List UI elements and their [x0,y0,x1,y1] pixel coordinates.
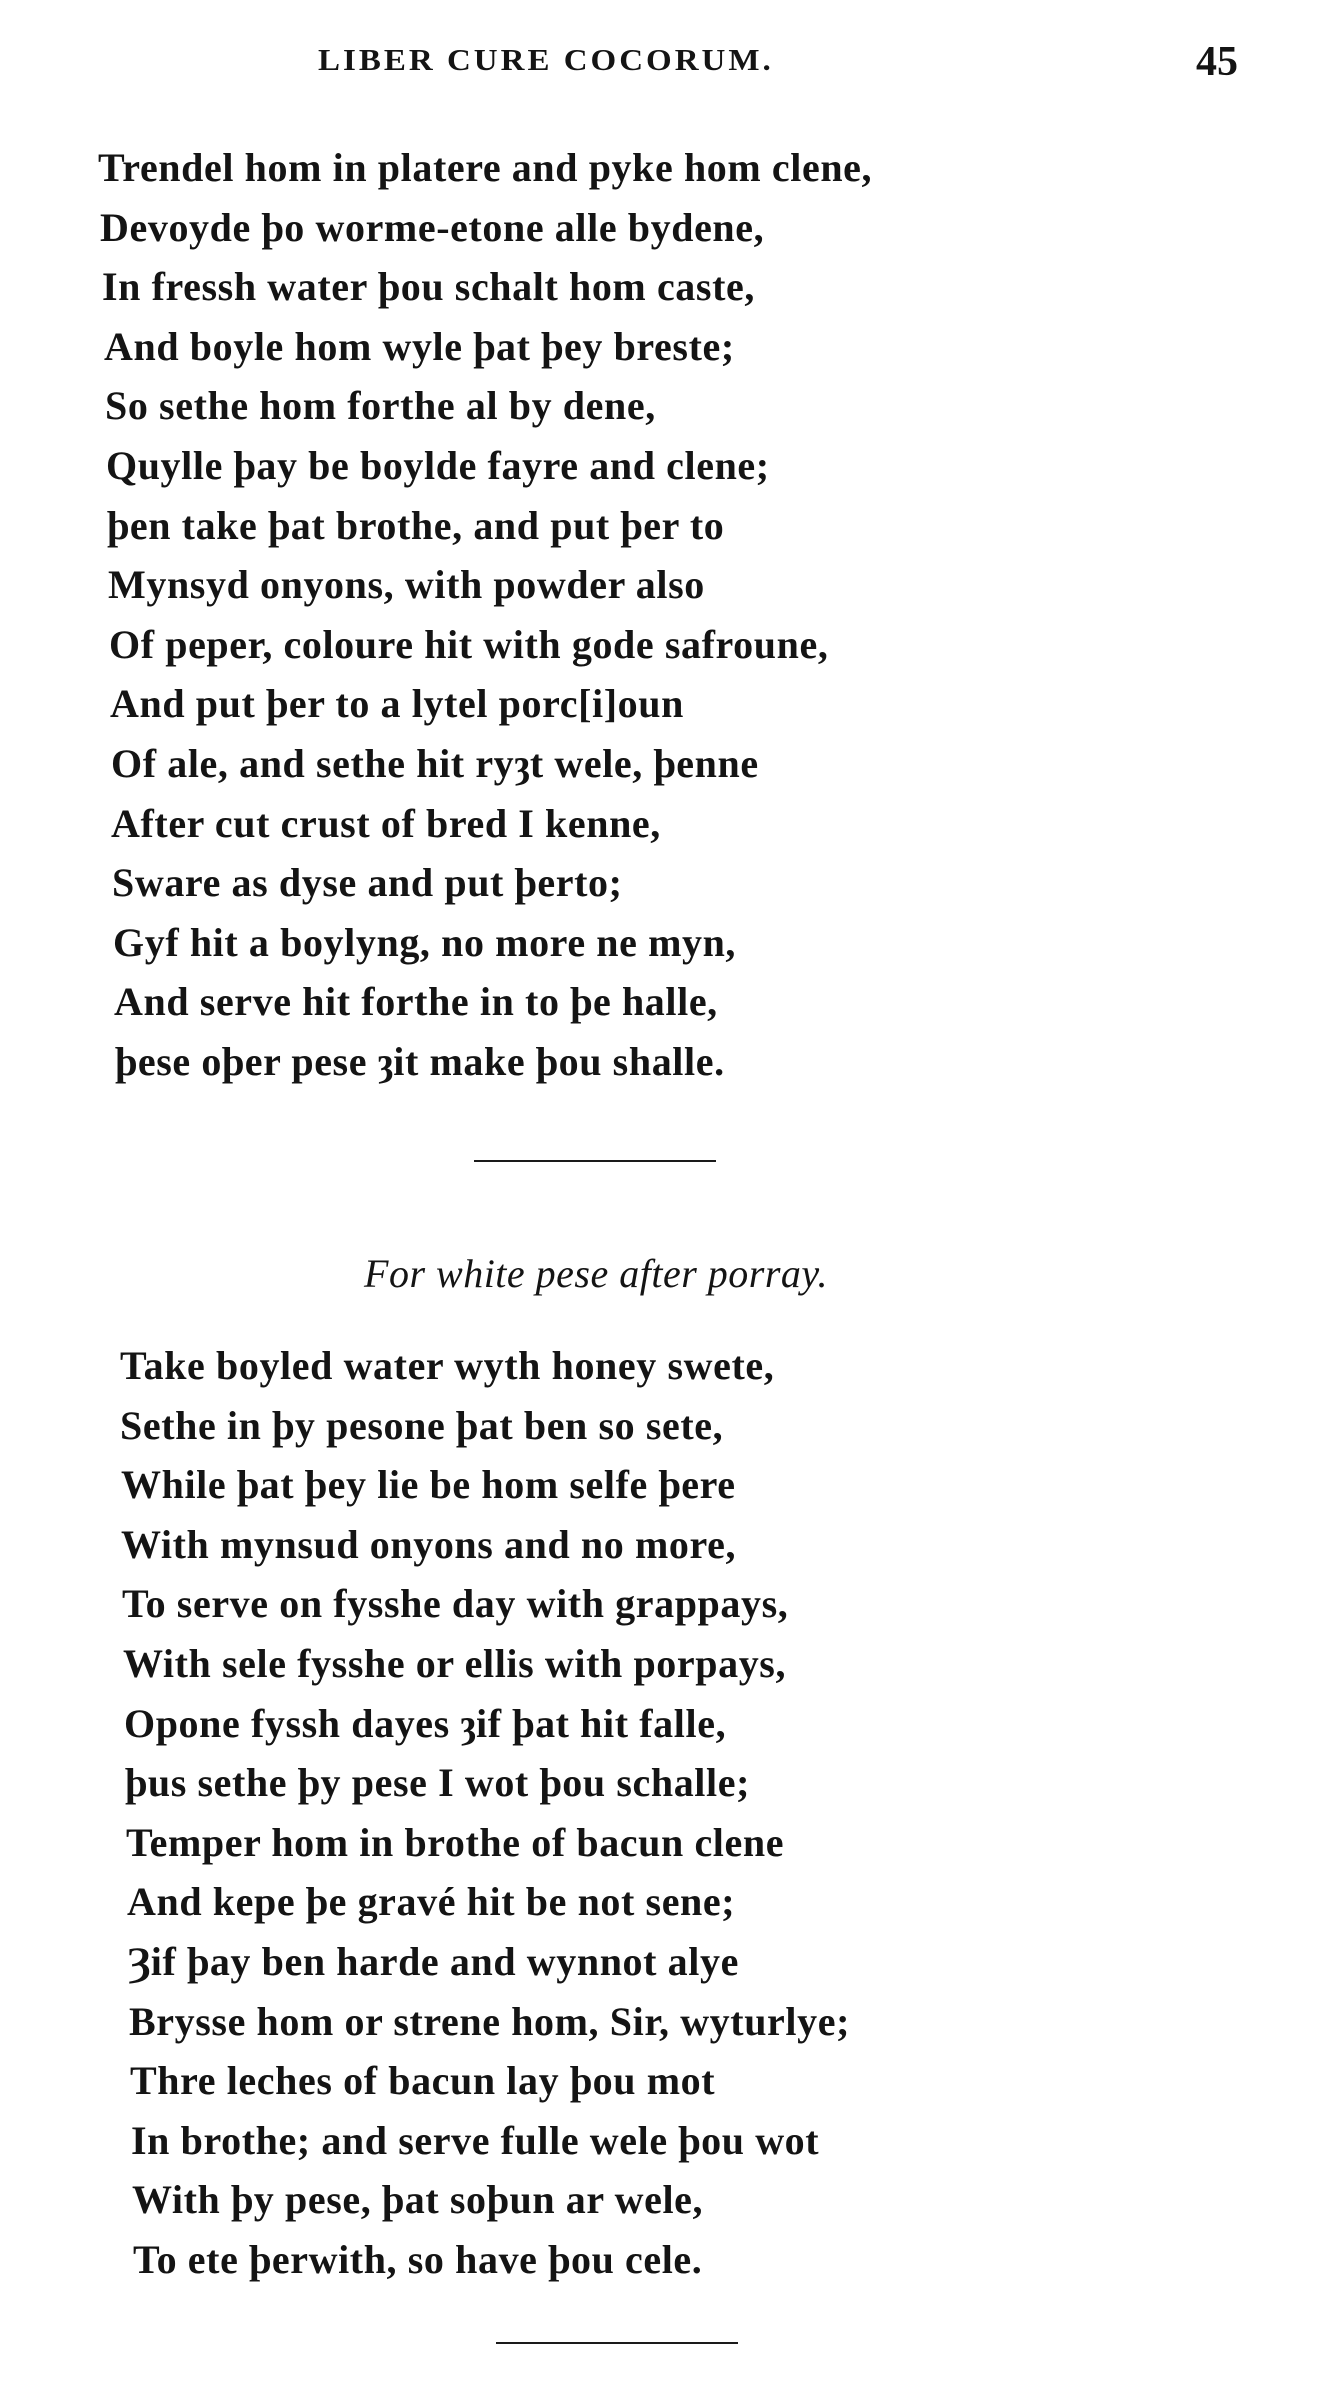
recipe-verse-continued [98,138,872,1092]
verse-line: Trendel hom in platere and pyke hom clene, [98,145,873,190]
verse-line: Opone fyssh dayes ȝif þat hit falle, [124,1700,727,1746]
verse-line: Sware as dyse and put þerto; [112,860,623,906]
verse-line: Mynsyd onyons, with powder also [108,562,705,608]
verse-line: Of peper, coloure hit with gode safroune, [109,621,829,667]
verse-line: With mynsud onyons and no more, [121,1521,737,1567]
verse-line: With sele fysshe or ellis with porpays, [123,1640,787,1686]
verse-line: Take boyled water wyth honey swete, [120,1343,775,1388]
recipe-verse-white-pese [120,1336,850,2290]
verse-line: Temper hom in brothe of bacun clene [126,1819,785,1865]
running-title: LIBER CURE COCORUM. [318,44,774,78]
verse-line: Gyf hit a boylyng, no more ne myn, [113,919,737,965]
verse-line: While þat þey lie be hom selfe þere [121,1462,736,1508]
verse-line: Of ale, and sethe hit ryȝt wele, þenne [111,740,759,786]
verse-line: With þy pese, þat soþun ar wele, [132,2177,704,2223]
verse-line: þus sethe þy pese I wot þou schalle; [125,1760,750,1806]
verse-line: And boyle hom wyle þat þey breste; [104,323,735,369]
verse-line: In fressh water þou schalt hom caste, [102,264,755,310]
section-divider [474,1160,716,1162]
verse-line: To ete þerwith, so have þou cele. [133,2236,703,2282]
page-number: 45 [1196,39,1238,85]
verse-line: Brysse hom or strene hom, Sir, wyturlye; [129,1998,850,2044]
verse-line: Devoyde þo worme-etone alle bydene, [100,204,765,250]
verse-line: And put þer to a lytel porc[i]oun [110,681,684,727]
verse-line: So sethe hom forthe al by dene, [105,383,656,429]
verse-line: And serve hit forthe in to þe halle, [114,979,718,1025]
running-header [0,39,1344,85]
recipe-heading: For white pese after porray. [364,1251,828,1296]
verse-line: After cut crust of bred I kenne, [111,800,661,846]
verse-line: Sethe in þy pesone þat ben so sete, [120,1402,724,1448]
verse-line: In brothe; and serve fulle wele þou wot [131,2117,820,2163]
verse-line: þen take þat brothe, and put þer to [107,502,725,548]
verse-line: Thre leches of bacun lay þou mot [130,2058,716,2104]
verse-line: To serve on fysshe day with grappays, [122,1581,789,1627]
verse-line: Ȝif þay ben harde and wynnot alye [128,1938,739,1984]
verse-line: þese oþer pese ȝit make þou shalle. [115,1038,725,1084]
section-divider [496,2342,738,2344]
verse-line: Quylle þay be boylde fayre and clene; [106,442,770,488]
verse-line: And kepe þe gravé hit be not sene; [127,1879,736,1925]
